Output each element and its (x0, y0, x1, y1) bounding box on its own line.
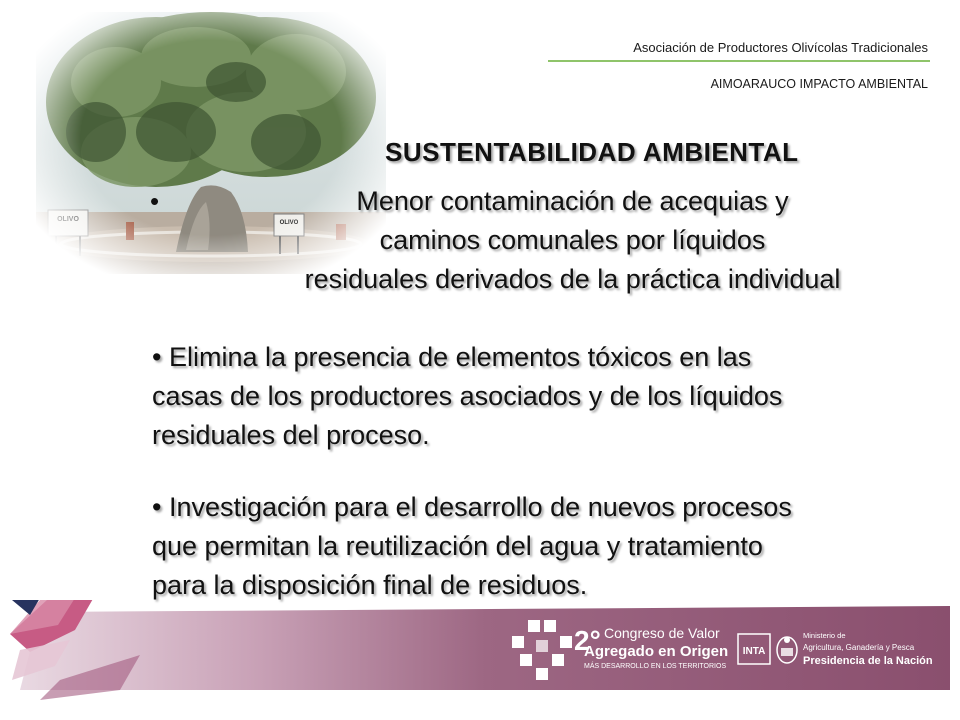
header-divider (548, 60, 930, 62)
bullet-contaminacion (240, 182, 905, 299)
ministry-line3: Presidencia de la Nación (803, 655, 933, 667)
inta-logo: INTA (742, 646, 766, 657)
bullet-line: para la disposición final de residuos. (152, 570, 588, 600)
bullet-line: casas de los productores asociados y de los líquidos (152, 381, 783, 411)
bullet-line: Menor contaminación de acequias y (356, 186, 789, 216)
footer-banner (0, 600, 960, 720)
bullet-line: • Investigación para el desarrollo de nuevos procesos (152, 492, 792, 522)
bullet-line: que permitan la reutilización del agua y tratamiento (152, 531, 763, 561)
bullet-elementos-toxicos (152, 338, 912, 455)
slide-title: SUSTENTABILIDAD AMBIENTAL (385, 137, 799, 167)
bullet-marker: • (150, 186, 160, 216)
congress-tagline: MÁS DESARROLLO EN LOS TERRITORIOS (584, 663, 727, 670)
bullet-line: caminos comunales por líquidos (379, 225, 766, 255)
ministry-line1: Ministerio de (803, 631, 846, 640)
ministry-line2: Agricultura, Ganadería y Pesca (803, 643, 915, 652)
congress-number: 2° (574, 625, 601, 656)
organization-name: Asociación de Productores Olivícolas Tradicionales (633, 40, 928, 55)
bullet-line: residuales derivados de la práctica individual (304, 264, 841, 294)
bullet-line: residuales del proceso. (152, 420, 430, 450)
congress-line1: Congreso de Valor (604, 625, 720, 641)
bullet-line: • Elimina la presencia de elementos tóxicos en las (152, 342, 752, 372)
slide-subtitle: AIMOARAUCO IMPACTO AMBIENTAL (710, 77, 928, 91)
congress-line2: Agregado en Origen (584, 643, 729, 660)
bullet-investigacion (152, 488, 922, 605)
